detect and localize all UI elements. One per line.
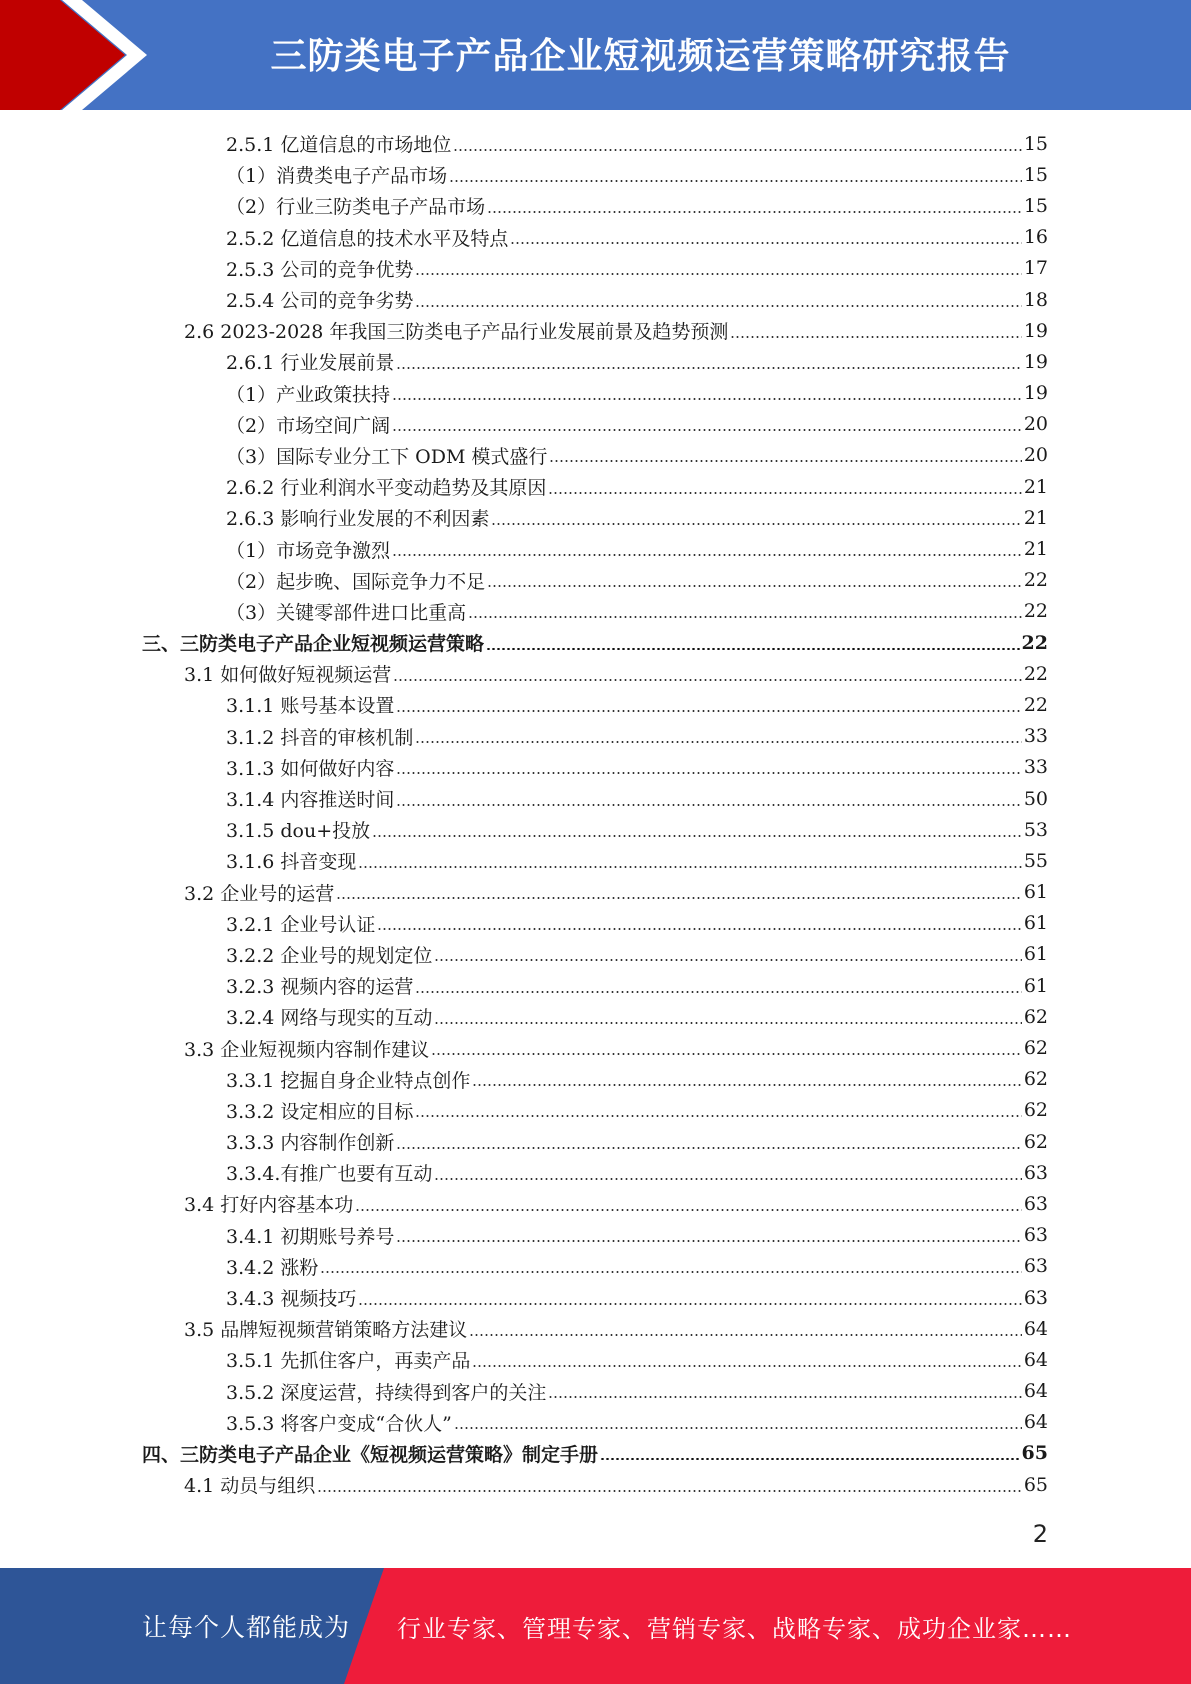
toc-entry-page: 22 [1023, 693, 1048, 716]
toc-dot-leader [393, 679, 1022, 681]
toc-entry-title: 3.3 企业短视频内容制作建议 [184, 1038, 430, 1061]
toc-entry-title: 3.4.3 视频技巧 [226, 1288, 357, 1311]
toc-entry[interactable] [0, 1188, 1191, 1219]
toc-entry-title: 3.2.1 企业号认证 [226, 913, 376, 936]
toc-entry[interactable] [0, 284, 1191, 315]
toc-dot-leader [336, 897, 1022, 899]
toc-dot-leader [396, 710, 1021, 712]
toc-entry-page: 19 [1023, 382, 1048, 405]
toc-entry-title: 2.6.2 行业利润水平变动趋势及其原因 [226, 477, 547, 500]
toc-entry-title: 3.1 如何做好短视频运营 [184, 664, 392, 687]
toc-dot-leader [487, 585, 1022, 587]
toc-entry-page: 22 [1021, 631, 1048, 654]
toc-entry[interactable] [0, 814, 1191, 845]
toc-entry-page: 22 [1023, 600, 1048, 623]
footer-slogan-left: 让每个人都能成为 [142, 1613, 351, 1642]
toc-entry-page: 62 [1023, 1005, 1048, 1028]
toc-entry-title: 3.2.2 企业号的规划定位 [226, 944, 433, 967]
toc-entry-title: 3.1.2 抖音的审核机制 [226, 726, 414, 749]
toc-entry-page: 64 [1023, 1380, 1048, 1403]
toc-entry-title: 2.6 2023-2028 年我国三防类电子产品行业发展前景及趋势预测 [184, 321, 729, 344]
toc-entry-page: 61 [1023, 881, 1048, 904]
toc-entry[interactable] [0, 845, 1191, 876]
toc-entry-page: 33 [1023, 756, 1048, 779]
toc-entry[interactable] [0, 1220, 1191, 1251]
toc-entry-page: 55 [1023, 849, 1048, 872]
table-of-contents [0, 128, 1191, 1500]
toc-entry-page: 64 [1023, 1348, 1048, 1371]
page-number: 2 [1032, 1520, 1048, 1548]
toc-entry[interactable] [0, 877, 1191, 908]
toc-entry-title: （2）起步晚、国际竞争力不足 [226, 570, 486, 593]
footer-slogan-right: 行业专家、管理专家、营销专家、战略专家、成功企业家…… [397, 1614, 1072, 1643]
toc-dot-leader [549, 460, 1021, 462]
toc-entry[interactable] [0, 1469, 1191, 1500]
toc-entry[interactable] [0, 159, 1191, 190]
toc-entry[interactable] [0, 1438, 1191, 1469]
toc-dot-leader [320, 1271, 1021, 1273]
toc-entry-title: 3.2.4 网络与现实的互动 [226, 1007, 433, 1030]
toc-entry-page: 64 [1023, 1317, 1048, 1340]
toc-entry-page: 15 [1023, 163, 1048, 186]
toc-dot-leader [396, 1240, 1021, 1242]
toc-entry-title: 3.3.2 设定相应的目标 [226, 1100, 414, 1123]
toc-entry-page: 16 [1023, 226, 1048, 249]
toc-entry-page: 53 [1023, 818, 1048, 841]
toc-entry-title: 3.5.2 深度运营，持续得到客户的关注 [226, 1381, 547, 1404]
toc-entry[interactable] [0, 939, 1191, 970]
toc-dot-leader [486, 648, 1020, 650]
toc-dot-leader [317, 1490, 1022, 1492]
toc-entry[interactable] [0, 471, 1191, 502]
toc-entry[interactable] [0, 1344, 1191, 1375]
toc-entry-page: 61 [1023, 912, 1048, 935]
toc-dot-leader [449, 180, 1022, 182]
toc-entry-page: 20 [1023, 444, 1048, 467]
toc-entry-page: 33 [1023, 725, 1048, 748]
toc-entry-page: 63 [1023, 1192, 1048, 1215]
toc-entry-title: 3.4 打好内容基本功 [184, 1194, 354, 1217]
toc-entry[interactable] [0, 502, 1191, 533]
toc-entry-title: 3.1.3 如何做好内容 [226, 757, 395, 780]
toc-entry-title: 四、三防类电子产品企业《短视频运营策略》制定手册 [142, 1443, 599, 1466]
toc-dot-leader [415, 1115, 1021, 1117]
toc-entry-title: 2.6.3 影响行业发展的不利因素 [226, 508, 490, 531]
toc-entry-page: 61 [1023, 943, 1048, 966]
toc-entry[interactable] [0, 346, 1191, 377]
toc-entry-title: 3.1.6 抖音变现 [226, 851, 357, 874]
footer-banner [0, 1568, 1191, 1684]
toc-entry[interactable] [0, 533, 1191, 564]
toc-dot-leader [434, 1022, 1021, 1024]
toc-entry-page: 21 [1023, 506, 1048, 529]
toc-entry-page: 22 [1023, 662, 1048, 685]
toc-dot-leader [392, 429, 1022, 431]
toc-entry[interactable] [0, 1095, 1191, 1126]
toc-dot-leader [434, 1178, 1021, 1180]
toc-entry-page: 17 [1023, 257, 1048, 280]
toc-entry-title: 2.5.4 公司的竞争劣势 [226, 290, 414, 313]
toc-entry[interactable] [0, 752, 1191, 783]
toc-dot-leader [358, 866, 1021, 868]
toc-entry[interactable] [0, 1282, 1191, 1313]
toc-entry-page: 63 [1023, 1224, 1048, 1247]
toc-entry[interactable] [0, 565, 1191, 596]
toc-entry[interactable] [0, 689, 1191, 720]
toc-entry-title: 3.5.1 先抓住客户，再卖产品 [226, 1350, 471, 1373]
toc-entry[interactable] [0, 1001, 1191, 1032]
toc-entry-page: 61 [1023, 974, 1048, 997]
toc-entry-page: 20 [1023, 413, 1048, 436]
toc-entry[interactable] [0, 721, 1191, 752]
toc-dot-leader [510, 242, 1021, 244]
toc-entry-title: 3.4.2 涨粉 [226, 1256, 319, 1279]
toc-entry[interactable] [0, 378, 1191, 409]
toc-dot-leader [415, 273, 1021, 275]
toc-entry-title: （3）关键零部件进口比重高 [226, 601, 467, 624]
header-banner [0, 0, 1191, 110]
toc-entry-title: 3.3.1 挖掘自身企业特点创作 [226, 1069, 471, 1092]
toc-entry-title: 3.1.5 dou+投放 [226, 820, 371, 843]
toc-dot-leader [472, 1084, 1021, 1086]
toc-entry[interactable] [0, 190, 1191, 221]
toc-entry[interactable] [0, 970, 1191, 1001]
header-red-arrow [0, 0, 125, 110]
toc-entry-page: 18 [1023, 288, 1048, 311]
toc-entry[interactable] [0, 1064, 1191, 1095]
toc-entry-page: 64 [1023, 1411, 1048, 1434]
toc-entry-title: （3）国际专业分工下 ODM 模式盛行 [226, 445, 548, 468]
toc-dot-leader [491, 523, 1021, 525]
toc-entry-page: 62 [1023, 1099, 1048, 1122]
toc-dot-leader [396, 772, 1021, 774]
toc-entry-title: （2）行业三防类电子产品市场 [226, 196, 486, 219]
toc-entry-title: 3.2 企业号的运营 [184, 882, 335, 905]
toc-dot-leader [548, 1396, 1021, 1398]
toc-entry-page: 15 [1023, 132, 1048, 155]
toc-entry-page: 63 [1023, 1255, 1048, 1278]
toc-entry[interactable] [0, 596, 1191, 627]
toc-entry-title: 3.5 品牌短视频营销策略方法建议 [184, 1319, 468, 1342]
toc-entry[interactable] [0, 1157, 1191, 1188]
toc-dot-leader [469, 1334, 1022, 1336]
toc-entry[interactable] [0, 1313, 1191, 1344]
toc-dot-leader [372, 835, 1022, 837]
toc-entry-page: 62 [1023, 1037, 1048, 1060]
toc-dot-leader [730, 336, 1021, 338]
toc-dot-leader [487, 211, 1022, 213]
toc-dot-leader [396, 1147, 1021, 1149]
toc-entry-title: 2.5.3 公司的竞争优势 [226, 258, 414, 281]
toc-entry-page: 22 [1023, 569, 1048, 592]
toc-dot-leader [454, 1427, 1022, 1429]
toc-entry-page: 63 [1023, 1286, 1048, 1309]
toc-entry-page: 21 [1023, 475, 1048, 498]
toc-entry[interactable] [0, 783, 1191, 814]
toc-entry[interactable] [0, 1407, 1191, 1438]
toc-dot-leader [415, 305, 1021, 307]
toc-entry-page: 62 [1023, 1130, 1048, 1153]
toc-entry[interactable] [0, 627, 1191, 658]
toc-entry[interactable] [0, 1126, 1191, 1157]
toc-dot-leader [396, 804, 1021, 806]
toc-entry-title: 3.1.4 内容推送时间 [226, 789, 395, 812]
toc-entry[interactable] [0, 128, 1191, 159]
toc-entry[interactable] [0, 1032, 1191, 1063]
toc-entry-page: 15 [1023, 194, 1048, 217]
toc-entry[interactable] [0, 658, 1191, 689]
toc-dot-leader [377, 928, 1021, 930]
toc-entry-title: 3.2.3 视频内容的运营 [226, 976, 414, 999]
toc-entry-title: 2.6.1 行业发展前景 [226, 352, 395, 375]
toc-entry-title: 4.1 动员与组织 [184, 1475, 316, 1498]
toc-entry-page: 19 [1023, 319, 1048, 342]
toc-entry-title: 3.3.4.有推广也要有互动 [226, 1163, 433, 1186]
toc-entry-title: （1）产业政策扶持 [226, 383, 391, 406]
toc-entry-title: 3.3.3 内容制作创新 [226, 1132, 395, 1155]
toc-dot-leader [392, 554, 1022, 556]
toc-dot-leader [355, 1209, 1022, 1211]
toc-entry-page: 65 [1023, 1473, 1048, 1496]
toc-entry-page: 19 [1023, 350, 1048, 373]
toc-entry[interactable] [0, 440, 1191, 471]
toc-entry-title: 三、三防类电子产品企业短视频运营策略 [142, 633, 485, 656]
toc-dot-leader [434, 959, 1021, 961]
toc-dot-leader [600, 1458, 1020, 1460]
toc-entry-page: 65 [1021, 1442, 1048, 1465]
toc-entry-page: 50 [1023, 787, 1048, 810]
toc-dot-leader [392, 398, 1022, 400]
toc-entry[interactable] [0, 222, 1191, 253]
toc-entry-title: 2.5.1 亿道信息的市场地位 [226, 134, 452, 157]
toc-dot-leader [548, 492, 1021, 494]
toc-dot-leader [431, 1053, 1022, 1055]
toc-dot-leader [415, 741, 1021, 743]
toc-entry-page: 63 [1023, 1161, 1048, 1184]
toc-dot-leader [415, 991, 1021, 993]
toc-entry-title: 3.5.3 将客户变成“合伙人” [226, 1412, 452, 1435]
toc-dot-leader [453, 149, 1021, 151]
toc-dot-leader [468, 616, 1022, 618]
toc-entry-page: 21 [1023, 538, 1048, 561]
toc-dot-leader [396, 367, 1021, 369]
toc-dot-leader [358, 1303, 1021, 1305]
toc-entry-title: 3.4.1 初期账号养号 [226, 1225, 395, 1248]
toc-entry[interactable] [0, 908, 1191, 939]
toc-entry-title: 3.1.1 账号基本设置 [226, 695, 395, 718]
toc-entry-title: （1）消费类电子产品市场 [226, 165, 448, 188]
toc-entry[interactable] [0, 409, 1191, 440]
toc-entry-title: （2）市场空间广阔 [226, 414, 391, 437]
toc-entry-page: 62 [1023, 1068, 1048, 1091]
toc-entry-title: （1）市场竞争激烈 [226, 539, 391, 562]
report-title: 三防类电子产品企业短视频运营策略研究报告 [270, 35, 1011, 77]
toc-dot-leader [472, 1365, 1021, 1367]
toc-entry[interactable] [0, 253, 1191, 284]
toc-entry[interactable] [0, 315, 1191, 346]
toc-entry-title: 2.5.2 亿道信息的技术水平及特点 [226, 227, 509, 250]
toc-entry[interactable] [0, 1251, 1191, 1282]
toc-entry[interactable] [0, 1376, 1191, 1407]
